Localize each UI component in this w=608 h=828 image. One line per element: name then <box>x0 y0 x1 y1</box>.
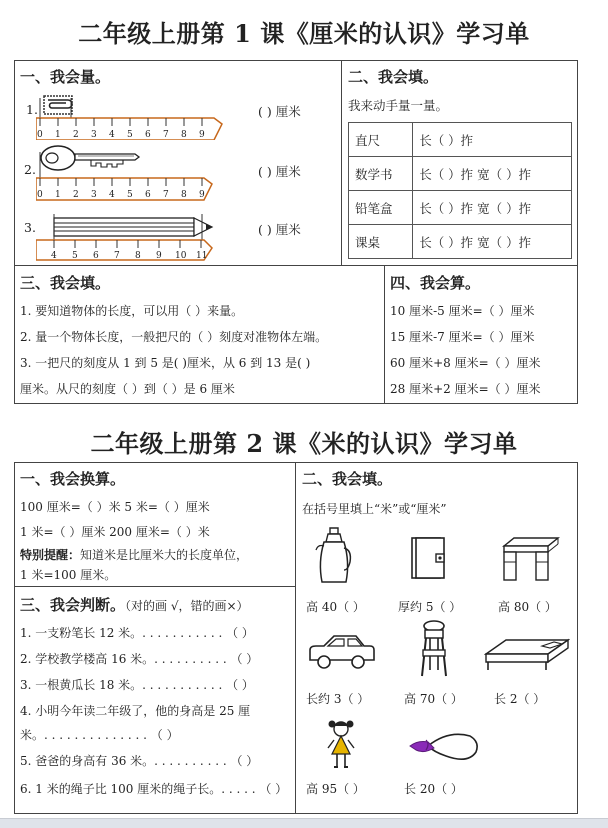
svg-text:4: 4 <box>109 190 115 200</box>
item-2-number: 2. <box>24 162 36 177</box>
svg-text:4: 4 <box>51 251 57 261</box>
tip-label: 特别提醒： <box>20 548 81 562</box>
l1-s4-line-2[interactable]: 15 厘米-7 厘米=（ ）厘米 <box>390 330 535 344</box>
fill-6[interactable]: 长 2（ ） <box>494 692 546 706</box>
l1-s3-line-4[interactable]: 厘米。从尺的刻度（ ）到（ ）是 6 厘米 <box>20 382 235 396</box>
fill-3[interactable]: 高 80（ ） <box>498 600 557 614</box>
svg-text:2: 2 <box>73 190 79 200</box>
l2-s2-intro: 在括号里填上“米”或“厘米” <box>302 502 447 516</box>
svg-text:9: 9 <box>156 251 162 261</box>
fill-1[interactable]: 高 40（ ） <box>306 600 365 614</box>
svg-text:11: 11 <box>196 251 208 261</box>
judge-line-6[interactable]: 6. 1 米的绳子比 100 厘米的绳子长。. . . . . （ ） <box>20 782 288 796</box>
svg-text:9: 9 <box>199 190 205 200</box>
svg-text:2: 2 <box>73 130 79 140</box>
fill-4[interactable]: 长约 3（ ） <box>306 692 370 706</box>
item-3-number: 3. <box>24 220 36 235</box>
l1-s3-heading: 三、我会填。 <box>20 274 111 292</box>
table-row: 数学书 长（ ）拃 宽（ ）拃 <box>349 157 572 191</box>
l1-s3-line-2[interactable]: 2. 量一个物体长度，一般把尺的（ ）刻度对准物体左端。 <box>20 330 328 344</box>
girl-icon <box>326 718 356 770</box>
l2-s3-heading: 三、我会判断。 <box>20 596 126 614</box>
judge-line-1[interactable]: 1. 一支粉笔长 12 米。. . . . . . . . . . . （ ） <box>20 626 254 640</box>
paperclip-icon <box>48 100 72 108</box>
judge-line-4b[interactable]: 米。. . . . . . . . . . . . . . （ ） <box>20 728 179 742</box>
car-icon <box>306 630 376 674</box>
l1-s3-line-3[interactable]: 3. 一把尺的刻度从 1 到 5 是( )厘米，从 6 到 13 是( ) <box>20 356 311 370</box>
lesson2-title: 二年级上册第 2 课《米的认识》学习单 <box>90 429 518 458</box>
item-1-number: 1. <box>26 102 38 117</box>
item-2-answer[interactable]: ( ) 厘米 <box>258 164 301 179</box>
l1-s4-line-3[interactable]: 60 厘米+8 厘米=（ ）厘米 <box>390 356 541 370</box>
svg-text:6: 6 <box>145 190 151 200</box>
l1-s4-heading: 四、我会算。 <box>390 274 481 292</box>
table-row: 直尺 长（ ）拃 <box>349 123 572 157</box>
paperclip-dashed-box <box>44 96 72 114</box>
l1-s3-line-1[interactable]: 1. 要知道物体的长度，可以用（ ）来量。 <box>20 304 244 318</box>
l1-s1-heading: 一、我会量。 <box>20 68 111 86</box>
svg-text:5: 5 <box>72 251 78 261</box>
fill-2[interactable]: 厚约 5（ ） <box>398 600 462 614</box>
judge-line-2[interactable]: 2. 学校教学楼高 16 米。. . . . . . . . . . （ ） <box>20 652 259 666</box>
svg-text:3: 3 <box>91 130 97 140</box>
svg-text:10: 10 <box>175 251 187 261</box>
item-3-answer[interactable]: ( ) 厘米 <box>258 222 301 237</box>
tip-text: 知道米是比厘米大的长度单位， <box>80 548 249 562</box>
l2-s1-line-2[interactable]: 1 米=（ ）厘米 200 厘米=（ ）米 <box>20 525 210 539</box>
l2-s1-line-1[interactable]: 100 厘米=（ ）米 5 米=（ ）厘米 <box>20 500 210 514</box>
svg-text:8: 8 <box>181 190 187 200</box>
judge-line-5[interactable]: 5. 爸爸的身高有 36 米。. . . . . . . . . . （ ） <box>20 754 259 768</box>
judge-line-3[interactable]: 3. 一根黄瓜长 18 米。. . . . . . . . . . . （ ） <box>20 678 254 692</box>
svg-text:9: 9 <box>199 130 205 140</box>
l1-s4-line-4[interactable]: 28 厘米+2 厘米=（ ）厘米 <box>390 382 541 396</box>
l1-s2-heading: 二、我会填。 <box>348 68 439 86</box>
lesson1-title: 二年级上册第 1 课《厘米的认识》学习单 <box>78 19 530 48</box>
judge-line-4[interactable]: 4. 小明今年读二年级了，他的身高是 25 厘 <box>20 704 251 718</box>
svg-text:1: 1 <box>55 190 61 200</box>
paperclip-ruler <box>36 94 256 140</box>
l2-s2-heading: 二、我会填。 <box>302 470 393 488</box>
svg-text:5: 5 <box>127 130 133 140</box>
svg-text:8: 8 <box>135 251 141 261</box>
stool-icon <box>416 620 452 678</box>
svg-text:7: 7 <box>163 190 169 200</box>
l1-s4-line-1[interactable]: 10 厘米-5 厘米=（ ）厘米 <box>390 304 535 318</box>
table-row: 课桌 长（ ）拃 宽（ ）拃 <box>349 225 572 259</box>
thermos-icon <box>314 526 354 584</box>
svg-text:4: 4 <box>109 130 115 140</box>
table-row: 铅笔盒 长（ ）拃 宽（ ）拃 <box>349 191 572 225</box>
svg-text:0: 0 <box>37 190 43 200</box>
fill-8[interactable]: 长 20（ ） <box>404 782 463 796</box>
svg-text:7: 7 <box>114 251 120 261</box>
l2-s1-tip-2: 1 米=100 厘米。 <box>20 568 117 582</box>
item-1-answer[interactable]: ( ) 厘米 <box>258 104 301 119</box>
l2-s3-note: （对的画 √，错的画×） <box>125 599 249 613</box>
svg-text:1: 1 <box>55 130 61 140</box>
hand-span-table <box>348 122 572 259</box>
bed-icon <box>484 636 570 676</box>
eggplant-icon <box>406 726 480 766</box>
key-ruler <box>36 142 256 202</box>
svg-text:5: 5 <box>127 190 133 200</box>
l1-s2-intro: 我来动手量一量。 <box>348 98 449 113</box>
key-icon <box>41 146 139 170</box>
pencil-icon <box>54 218 212 236</box>
desk-icon <box>500 536 560 582</box>
fill-5[interactable]: 高 70（ ） <box>404 692 463 706</box>
l2-s3-heading-row <box>20 594 249 615</box>
fill-7[interactable]: 高 95（ ） <box>306 782 365 796</box>
svg-text:0: 0 <box>37 130 43 140</box>
l2-s1-heading: 一、我会换算。 <box>20 470 126 488</box>
svg-text:6: 6 <box>93 251 99 261</box>
svg-text:6: 6 <box>145 130 151 140</box>
pencil-ruler <box>36 210 256 262</box>
svg-text:7: 7 <box>163 130 169 140</box>
svg-text:3: 3 <box>91 190 97 200</box>
book-icon <box>408 534 448 582</box>
svg-text:8: 8 <box>181 130 187 140</box>
l2-s1-tip <box>20 546 248 563</box>
